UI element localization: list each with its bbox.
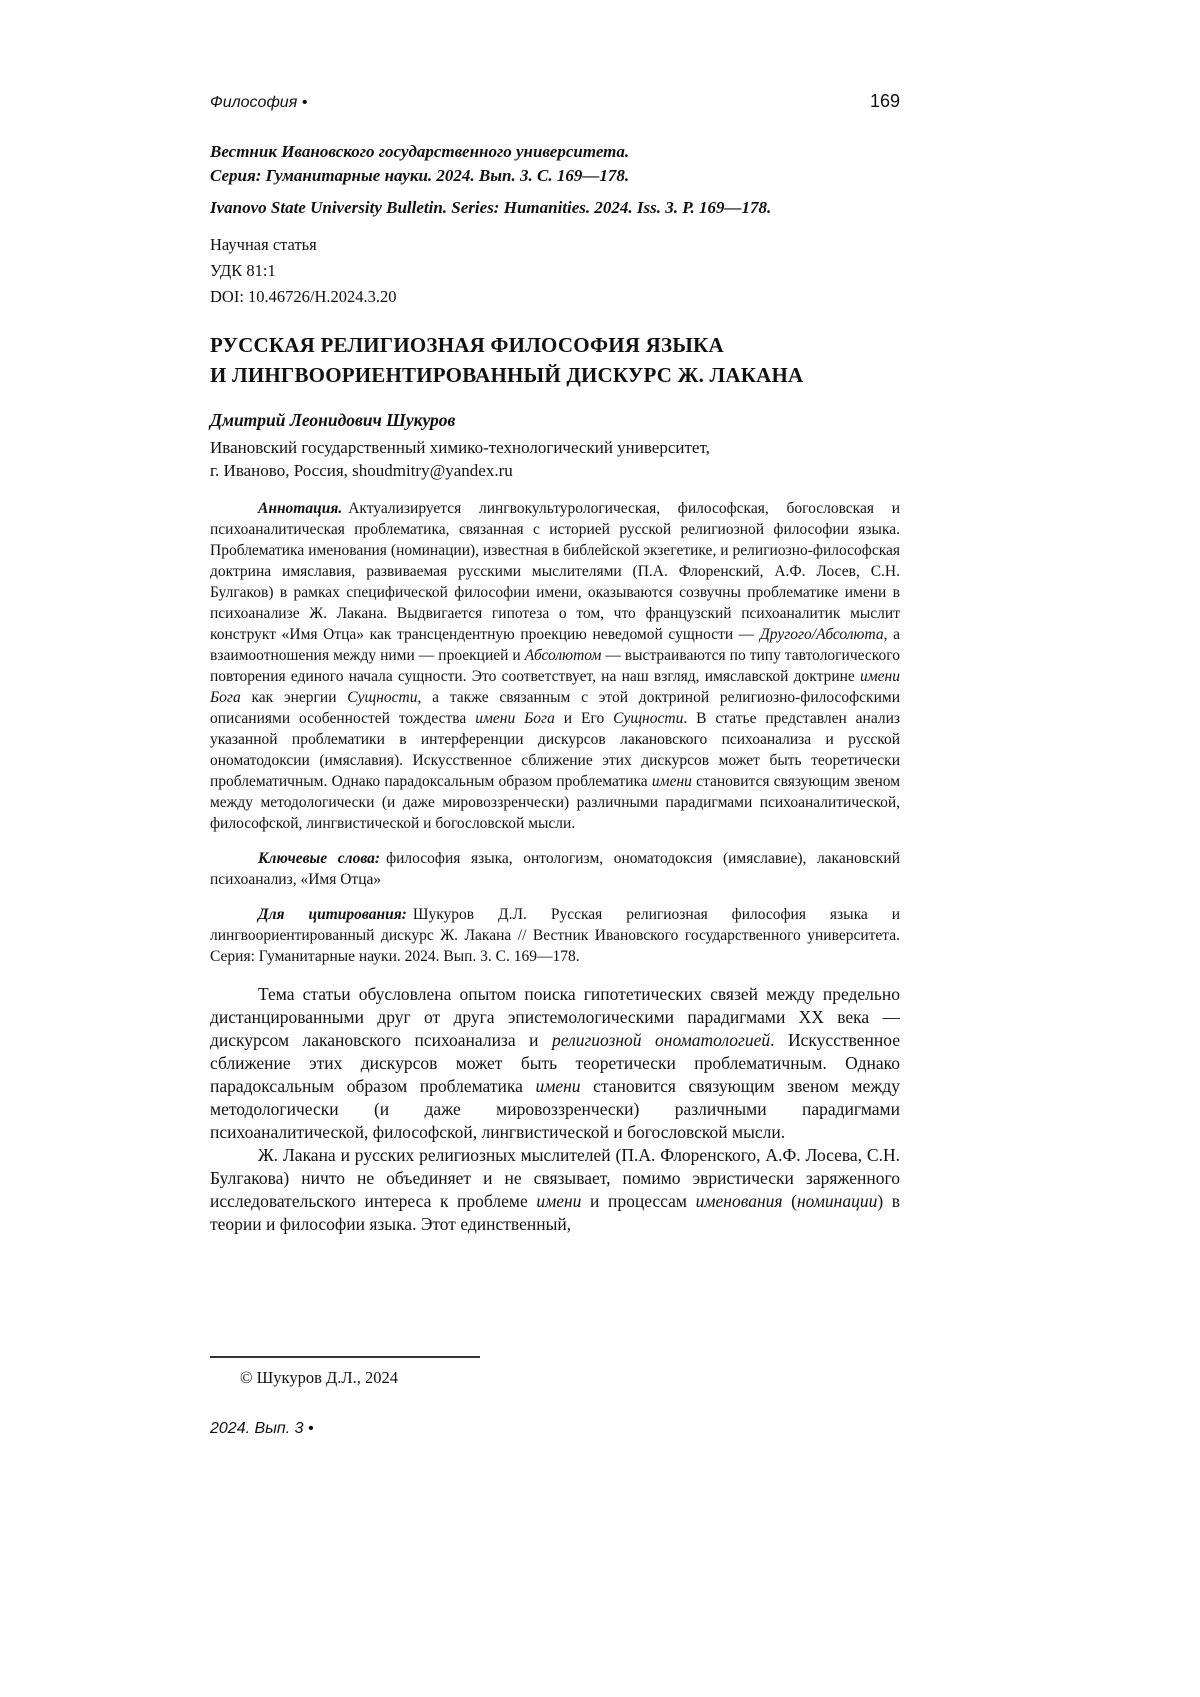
article-title-line1: РУССКАЯ РЕЛИГИОЗНАЯ ФИЛОСОФИЯ ЯЗЫКА bbox=[210, 333, 724, 357]
footnote bbox=[210, 1356, 900, 1390]
article-title bbox=[210, 330, 900, 390]
text-segment: . Искусственное сближение этих дискурсов может быть теоретически проблематичным. Однако парадоксальным образом проблематика bbox=[210, 1030, 900, 1096]
citation-paragraph bbox=[210, 904, 900, 967]
text-segment: номинации bbox=[796, 1191, 878, 1211]
author-name: Дмитрий Леонидович Шукуров bbox=[210, 410, 456, 430]
affiliation-line1: Ивановский государственный химико-технологический университет, bbox=[210, 438, 710, 457]
page-header bbox=[210, 90, 900, 114]
text-segment: имени bbox=[651, 773, 692, 790]
keywords-paragraph bbox=[210, 848, 900, 890]
text-segment: . В статье представлен анализ указанной проблематики в интерференции дискурсов лакановского психоанализа и русской ономатодоксии (имяславия). Искусственное сближение этих дискурсов может быть теоретически проблематичным. Однако парадоксальным образом проблематика bbox=[210, 710, 901, 790]
text-segment: имени bbox=[536, 1191, 582, 1211]
footnote-separator bbox=[210, 1356, 480, 1358]
text-segment: и Его bbox=[554, 710, 614, 727]
text-segment: именования bbox=[695, 1191, 783, 1211]
doi-line: DOI: 10.46726/H.2024.3.20 bbox=[210, 287, 397, 306]
abstract-label: Аннотация. bbox=[258, 500, 343, 517]
citation-text: Шукуров Д.Л. Русская религиозная философия языка и лингвоориентированный дискурс Ж. Лакана // Вестник Ивановского государственного университета. Серия: Гуманитарные науки. 2024. Вып. 3. С. 169—178. bbox=[210, 906, 901, 965]
text-segment: ( bbox=[782, 1191, 797, 1211]
text-segment: имени bbox=[535, 1076, 581, 1096]
page-footer-issue: 2024. Вып. 3 • bbox=[210, 1420, 314, 1437]
journal-citation-ru bbox=[210, 140, 900, 188]
text-segment: Актуализируется лингвокультурологическая, философская, богословская и психоаналитическая проблематика, связанная с историей русской религиозной философии языка. Проблематика именования (номинации), известная в библейской экзегетике, и религиозно-философская доктрина имяславия, развиваемая русскими мыслителями (П.А. Флоренский, А.Ф. Лосев, С.Н. Булгаков) в рамках специфической философии имени, оказываются созвучны проблематике имени в психоанализе Ж. Лакана. Выдвигается гипотеза о том, что французский психоаналитик мыслит конструкт «Имя Отца» как трансцендентную проекцию неведомой сущности — bbox=[210, 500, 900, 643]
keywords-text: философия языка, онтологизм, ономатодоксия (имяславие), лакановский психоанализ, «Имя Отца» bbox=[210, 850, 901, 888]
page-number: 169 bbox=[869, 91, 900, 111]
text-segment: Тема статьи обусловлена опытом поиска гипотетических связей между предельно дистанцированными друг от друга эпистемологическими парадигмами XX века — дискурсом лакановского психоанализа и bbox=[210, 984, 900, 1050]
citation-label: Для цитирования: bbox=[258, 906, 407, 923]
copyright-line: © Шукуров Д.Л., 2024 bbox=[240, 1368, 398, 1387]
text-segment: становится связующим звеном между методологически (и даже мировоззренчески) различными парадигмами психоаналитической, философской, лингвистической и богословской мысли. bbox=[210, 773, 901, 832]
text-segment: — выстраиваются по типу тавтологического повторения единого начала сущности. Это соответствует, на наш взгляд, имяславской доктрине bbox=[210, 647, 900, 685]
text-segment: ) в теории и философии языка. Этот единственный, bbox=[210, 1191, 901, 1234]
abstract-text bbox=[210, 500, 900, 832]
text-segment: Другого/Абсолюта bbox=[759, 626, 884, 643]
text-segment: как энергии bbox=[240, 689, 348, 706]
keywords-label: Ключевые слова: bbox=[258, 850, 381, 867]
article-title-line2: И ЛИНГВООРИЕНТИРОВАННЫЙ ДИСКУРС Ж. ЛАКАНА bbox=[210, 363, 804, 387]
journal-citation-ru-line2: Серия: Гуманитарные науки. 2024. Вып. 3. С. 169—178. bbox=[210, 166, 630, 185]
journal-citation-en: Ivanovo State University Bulletin. Series: Humanities. 2024. Iss. 3. P. 169—178. bbox=[210, 198, 772, 217]
text-segment: имени Бога bbox=[210, 668, 900, 706]
journal-citation-ru-line1: Вестник Ивановского государственного университета. bbox=[210, 142, 630, 161]
text-segment: Абсолютом bbox=[524, 647, 602, 664]
article-meta bbox=[210, 232, 900, 310]
text-segment: , а также связанным с этой доктриной религиозно-философскими описаниями особенностей тождества bbox=[210, 689, 900, 727]
text-segment: становится связующим звеном между методологически (и даже мировоззренчески) различными парадигмами психоаналитической, философской, лингвистической и богословской мысли. bbox=[210, 1076, 901, 1142]
text-segment: , а взаимоотношения между ними — проекцией и bbox=[210, 626, 900, 664]
abstract-paragraph bbox=[210, 498, 900, 834]
text-segment: религиозной ономатологией bbox=[551, 1030, 771, 1050]
article-type: Научная статья bbox=[210, 235, 317, 254]
running-head: Философия • bbox=[210, 94, 308, 111]
udc-code: УДК 81:1 bbox=[210, 261, 276, 280]
text-segment: Сущности bbox=[613, 710, 684, 727]
affiliation-line2: г. Иваново, Россия, shoudmitry@yandex.ru bbox=[210, 461, 513, 480]
body-paragraph-2 bbox=[210, 1144, 900, 1236]
text-segment: Ж. Лакана и русских религиозных мыслителей (П.А. Флоренского, А.Ф. Лосева, С.Н. Булгакова) ничто не объединяет и не связывает, помимо эвристически заряженного исследовательского интереса к проблеме bbox=[210, 1145, 900, 1211]
text-segment: имени Бога bbox=[475, 710, 555, 727]
author-affiliation bbox=[210, 436, 900, 482]
body-paragraph-1 bbox=[210, 983, 900, 1144]
text-segment: Сущности bbox=[347, 689, 418, 706]
text-segment: и процессам bbox=[581, 1191, 696, 1211]
